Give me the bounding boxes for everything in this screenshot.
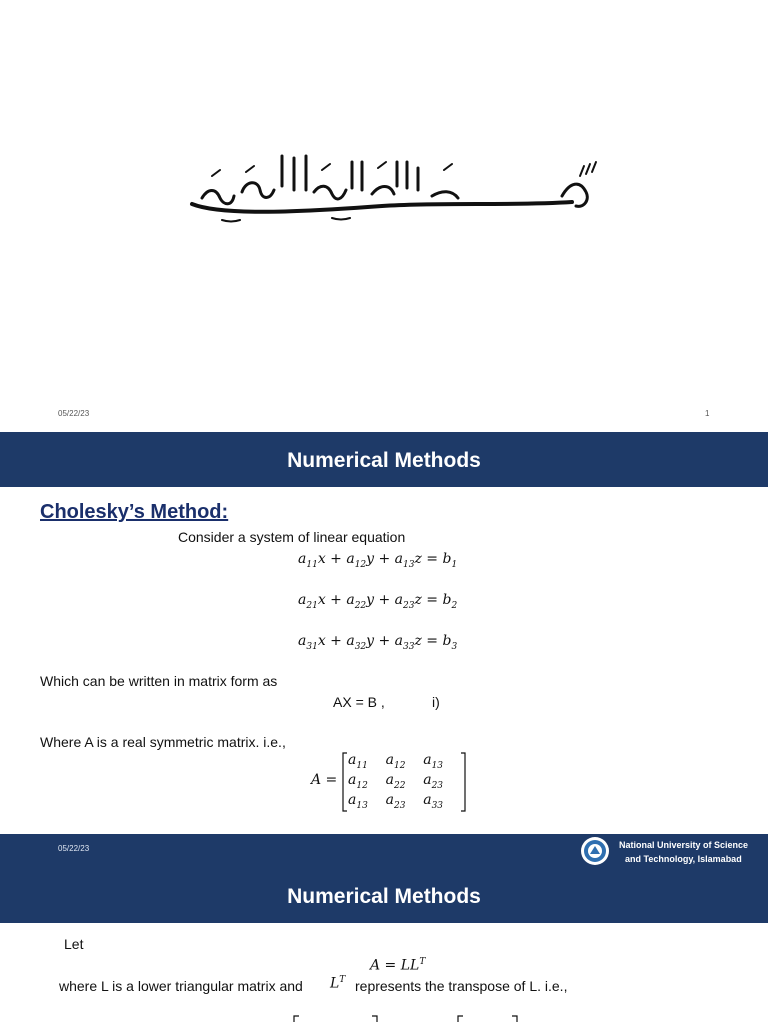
slide-date: 05/22/23 (58, 409, 90, 418)
matrix-a-label: A = (311, 772, 338, 788)
university-line-1: National University of Science (619, 840, 749, 850)
page-number: 1 (705, 409, 710, 418)
cholesky-slide (0, 432, 768, 868)
equation-2: $a_{21}x + a_{22}y + a_{23}z = b_2$ (298, 592, 458, 611)
ax-equals-b: AX = B , (333, 694, 385, 710)
intro-text: Consider a system of linear equation (178, 529, 406, 545)
decomposition-slide (0, 868, 768, 1024)
slide-banner-title-2: Numerical Methods (0, 868, 768, 923)
where-l-text-b: represents the transpose of L. i.e., (355, 978, 568, 994)
let-text: Let (64, 936, 84, 952)
university-logo-icon (580, 836, 610, 866)
where-l-text-a: where L is a lower triangular matrix and (59, 978, 303, 994)
matrix-row-2: $a_{12}$ $a_{22}$ $a_{23}$ (348, 772, 444, 791)
equation-1: $a_{11}x + a_{12}y + a_{13}z = b_1$ (298, 551, 458, 570)
title-slide (0, 0, 768, 432)
matrix-form-text: Which can be written in matrix form as (40, 673, 278, 689)
bismillah-calligraphy (182, 146, 602, 230)
university-line-2: and Technology, Islamabad (625, 854, 742, 864)
slide-banner-title: Numerical Methods (0, 432, 768, 487)
a-equals-llt: $A = LL^T$ (370, 957, 426, 974)
matrix-row-3: $a_{13}$ $a_{23}$ $a_{33}$ (348, 792, 444, 811)
section-heading: Cholesky’s Method: (40, 501, 229, 523)
matrix-row-1: $a_{11}$ $a_{12}$ $a_{13}$ (348, 752, 444, 771)
l-transpose-symbol: $L^T$ (330, 975, 346, 992)
where-text: Where A is a real symmetric matrix. i.e., (40, 734, 286, 750)
slide-footer (0, 834, 768, 868)
equation-label: i) (432, 694, 440, 710)
university-name (619, 838, 748, 866)
footer-date: 05/22/23 (58, 844, 90, 853)
equation-3: $a_{31}x + a_{32}y + a_{33}z = b_3$ (298, 633, 458, 652)
matrix-partial-brackets (290, 1014, 530, 1024)
